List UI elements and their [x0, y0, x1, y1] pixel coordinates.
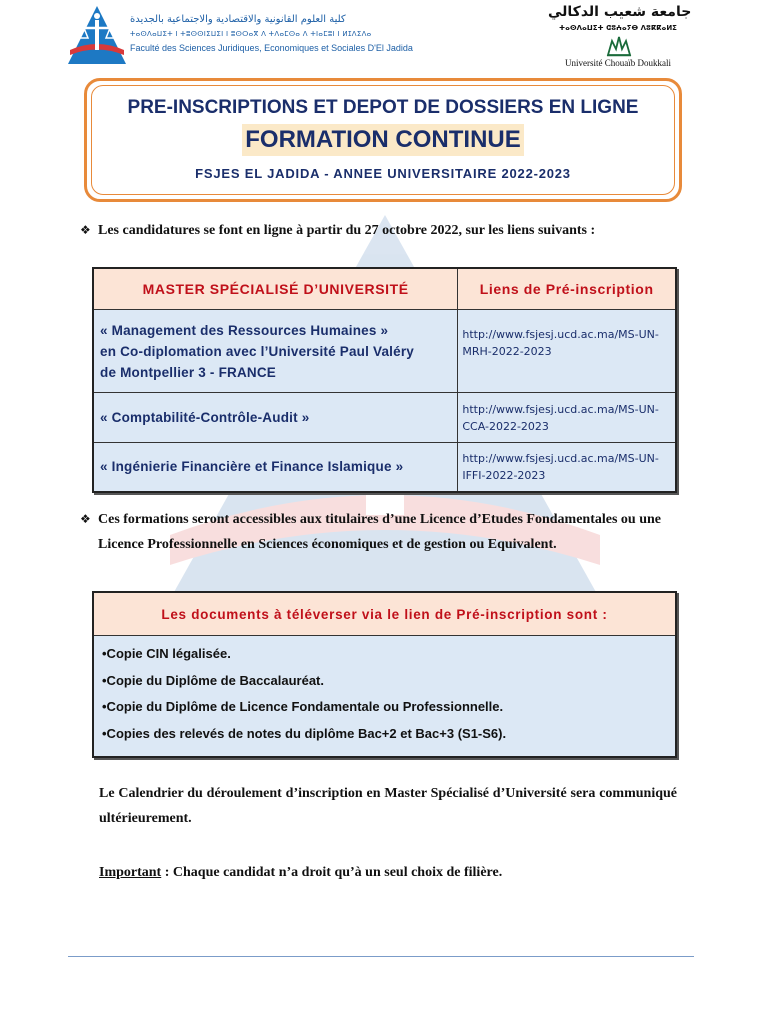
program-line: « Management des Ressources Humaines »	[100, 322, 389, 338]
university-name-french: Université Chouaïb Doukkali	[565, 58, 671, 68]
faculty-name-tifinagh: ⵜⴰⵙⴷⴰⵡⵉⵜ ⵏ ⵜⵓⵙⵙⵏⵉⵡⵉⵏ ⵏ ⵓⵙⵔⴰⴳ ⴷ ⵜⴷⴰⵎⵙⴰ ⴷ ⵜⵏⴰⵎⵓⵏ ⵏ ⵍⵊⴷⵉⴷⴰ	[130, 30, 372, 38]
documents-table	[92, 591, 677, 758]
university-name-arabic: جامعة شعيب الدكالي	[548, 4, 692, 20]
list-item: •Copie CIN légalisée.	[102, 646, 231, 661]
link-line[interactable]: MRH-2022-2023	[462, 345, 552, 358]
program-cell	[93, 393, 458, 443]
table-row	[93, 393, 676, 443]
column-header-links: Liens de Pré-inscription	[458, 268, 676, 310]
title-line-2-wrapper	[84, 124, 682, 156]
link-line[interactable]: http://www.fsjesj.ucd.ac.ma/MS-UN-	[462, 328, 659, 341]
registration-link-mrh[interactable]	[458, 310, 676, 393]
title-line-3: FSJES EL JADIDA - ANNEE UNIVERSITAIRE 2022-2023	[195, 166, 571, 181]
faculty-name-arabic: كلية العلوم القانونية والاقتصادية والاجتماعية بالجديدة	[130, 14, 346, 25]
title-line-1: PRE-INSCRIPTIONS ET DEPOT DE DOSSIERS EN LIGNE	[127, 97, 639, 118]
footer-divider	[68, 956, 694, 957]
university-emblem-icon	[606, 35, 632, 57]
master-table	[92, 267, 677, 493]
diamond-bullet-icon: ❖	[80, 223, 91, 237]
link-line[interactable]: http://www.fsjesj.ucd.ac.ma/MS-UN-	[462, 451, 659, 465]
table-row	[93, 310, 676, 393]
program-line: « Ingénierie Financière et Finance Islamique »	[100, 459, 404, 475]
documents-header: Les documents à téléverser via le lien de Pré-inscription sont :	[93, 592, 676, 636]
faculty-name-french: Faculté des Sciences Juridiques, Economiques et Sociales D'El Jadida	[130, 43, 413, 53]
link-line[interactable]: IFFI-2022-2023	[462, 468, 546, 482]
calendar-note: Le Calendrier du déroulement d’inscription en Master Spécialisé d’Université sera communiqué ultérieurement.	[99, 786, 677, 826]
list-item: •Copies des relevés de notes du diplôme Bac+2 et Bac+3 (S1-S6).	[102, 725, 507, 741]
table-row	[93, 443, 676, 492]
important-note	[99, 865, 677, 881]
registration-link-iffi[interactable]	[458, 443, 676, 492]
university-name-tifinagh: ⵜⴰⵙⴷⴰⵡⵉⵜ ⵛⵓⵄⴰⵢⴱ ⴷⵓⴽⴽⴰⵍⵉ	[559, 24, 677, 32]
link-line[interactable]: CCA-2022-2023	[462, 419, 549, 433]
list-item: •Copie du Diplôme de Baccalauréat.	[102, 672, 324, 688]
column-header-master: MASTER SPÉCIALISÉ D’UNIVERSITÉ	[93, 268, 458, 310]
access-line-2: Licence Professionnelle en Sciences économiques et de gestion ou Equivalent.	[98, 537, 557, 552]
title-line-2: FORMATION CONTINUE	[242, 124, 524, 156]
table-header-row	[93, 268, 676, 310]
important-label: Important	[99, 865, 162, 880]
access-paragraph	[80, 507, 680, 557]
intro-text: Les candidatures se font en ligne à partir du 27 octobre 2022, sur les liens suivants :	[98, 223, 596, 238]
program-line: de Montpellier 3 - FRANCE	[100, 364, 277, 380]
intro-paragraph	[80, 223, 700, 239]
list-item: •Copie du Diplôme de Licence Fondamentale ou Professionnelle.	[102, 699, 504, 714]
program-cell	[93, 310, 458, 393]
access-line-1: Ces formations seront accessibles aux titulaires d’une Licence d’Etudes Fondamentales ou une	[98, 512, 661, 527]
documents-list	[93, 636, 676, 758]
important-text: : Chaque candidat n’a droit qu’à un seul choix de filière.	[161, 865, 503, 880]
diamond-bullet-icon: ❖	[80, 512, 91, 526]
registration-link-cca[interactable]	[458, 393, 676, 443]
program-line: en Co-diplomation avec l’Université Paul Valéry	[100, 343, 415, 359]
faculty-logo-icon	[66, 4, 128, 66]
program-cell	[93, 443, 458, 492]
link-line[interactable]: http://www.fsjesj.ucd.ac.ma/MS-UN-	[462, 402, 659, 416]
table-header-row	[93, 592, 676, 636]
table-row	[93, 636, 676, 758]
program-line: « Comptabilité-Contrôle-Audit »	[100, 410, 310, 425]
